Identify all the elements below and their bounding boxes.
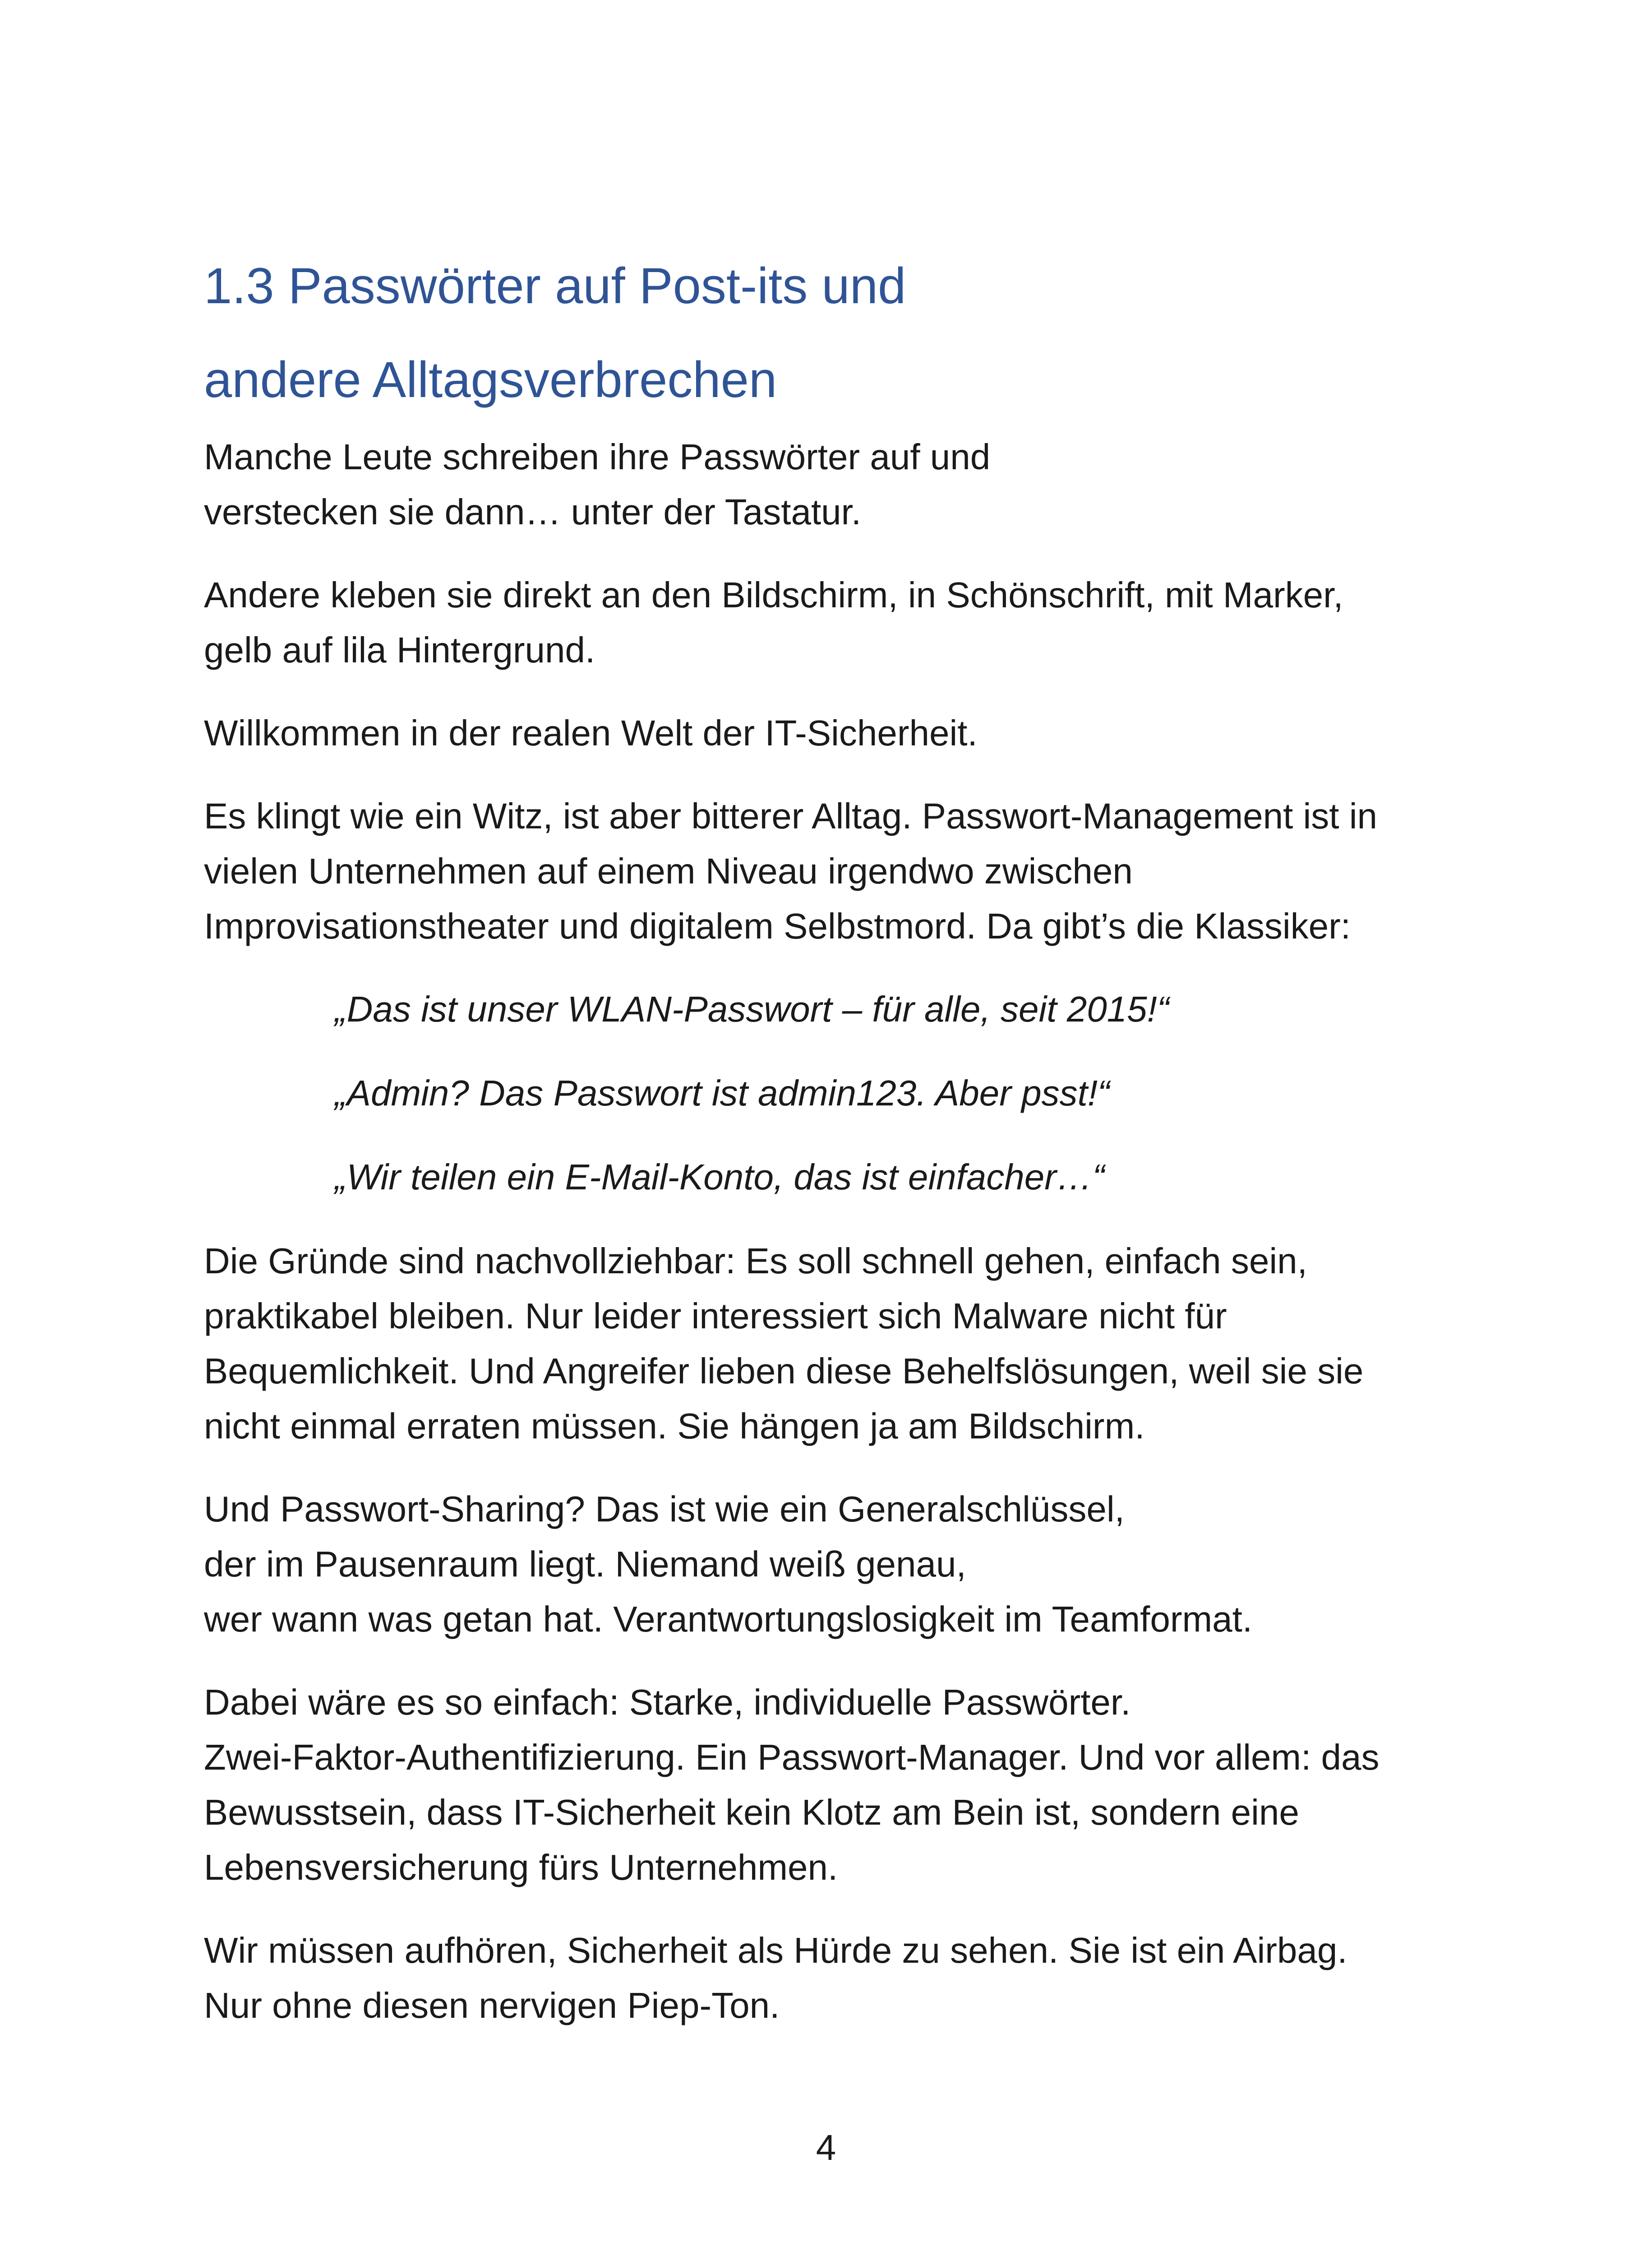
- text-line: Willkommen in der realen Welt der IT-Sicherheit.: [204, 713, 978, 753]
- text-line: Bequemlichkeit. Und Angreifer lieben diese Behelfslösungen, weil sie sie: [204, 1351, 1364, 1391]
- text-line: praktikabel bleiben. Nur leider interessiert sich Malware nicht für: [204, 1296, 1227, 1336]
- heading-line-1: 1.3 Passwörter auf Post-its und: [204, 258, 906, 314]
- text-line: Dabei wäre es so einfach: Starke, individuelle Passwörter.: [204, 1682, 1131, 1722]
- quote-admin: „Admin? Das Passwort ist admin123. Aber psst!“: [335, 1073, 1110, 1113]
- heading-line-2: andere Alltagsverbrechen: [204, 351, 777, 408]
- section-heading: [204, 239, 1494, 427]
- paragraph-intro: [204, 430, 1494, 540]
- paragraph-welcome: [204, 706, 1494, 761]
- text-line: der im Pausenraum liegt. Niemand weiß genau,: [204, 1544, 966, 1584]
- text-line: wer wann was getan hat. Verantwortungslosigkeit im Teamformat.: [204, 1599, 1253, 1639]
- text-line: Manche Leute schreiben ihre Passwörter auf und: [204, 437, 991, 477]
- text-line: Und Passwort-Sharing? Das ist wie ein Generalschlüssel,: [204, 1489, 1125, 1529]
- text-line: Improvisationstheater und digitalem Selbstmord. Da gibt’s die Klassiker:: [204, 906, 1351, 946]
- page-number: 4: [816, 2127, 836, 2168]
- text-line: Lebensversicherung fürs Unternehmen.: [204, 1847, 838, 1887]
- paragraph-sharing: [204, 1482, 1494, 1647]
- text-line: Wir müssen aufhören, Sicherheit als Hürde zu sehen. Sie ist ein Airbag.: [204, 1930, 1347, 1970]
- quote-wlan: „Das ist unser WLAN-Passwort – für alle, seit 2015!“: [335, 989, 1169, 1029]
- paragraph-classics: [204, 789, 1494, 954]
- paragraph-screen-notes: [204, 568, 1494, 678]
- paragraph-reasons: [204, 1234, 1494, 1454]
- text-line: gelb auf lila Hintergrund.: [204, 630, 595, 670]
- text-line: Nur ohne diesen nervigen Piep-Ton.: [204, 1985, 780, 2025]
- page-content: [204, 239, 1494, 2061]
- paragraph-solution: [204, 1675, 1494, 1895]
- paragraph-conclusion: [204, 1923, 1494, 2033]
- text-line: verstecken sie dann… unter der Tastatur.: [204, 492, 862, 532]
- text-line: Andere kleben sie direkt an den Bildschirm, in Schönschrift, mit Marker,: [204, 575, 1343, 615]
- text-line: Es klingt wie ein Witz, ist aber bitterer Alltag. Passwort-Management ist in: [204, 796, 1378, 836]
- text-line: nicht einmal erraten müssen. Sie hängen ja am Bildschirm.: [204, 1406, 1145, 1446]
- quote-email: „Wir teilen ein E-Mail-Konto, das ist einfacher…“: [335, 1157, 1105, 1197]
- text-line: Bewusstsein, dass IT-Sicherheit kein Klotz am Bein ist, sondern eine: [204, 1792, 1299, 1832]
- text-line: Zwei-Faktor-Authentifizierung. Ein Passwort-Manager. Und vor allem: das: [204, 1737, 1380, 1777]
- text-line: vielen Unternehmen auf einem Niveau irgendwo zwischen: [204, 851, 1133, 891]
- text-line: Die Gründe sind nachvollziehbar: Es soll schnell gehen, einfach sein,: [204, 1241, 1307, 1281]
